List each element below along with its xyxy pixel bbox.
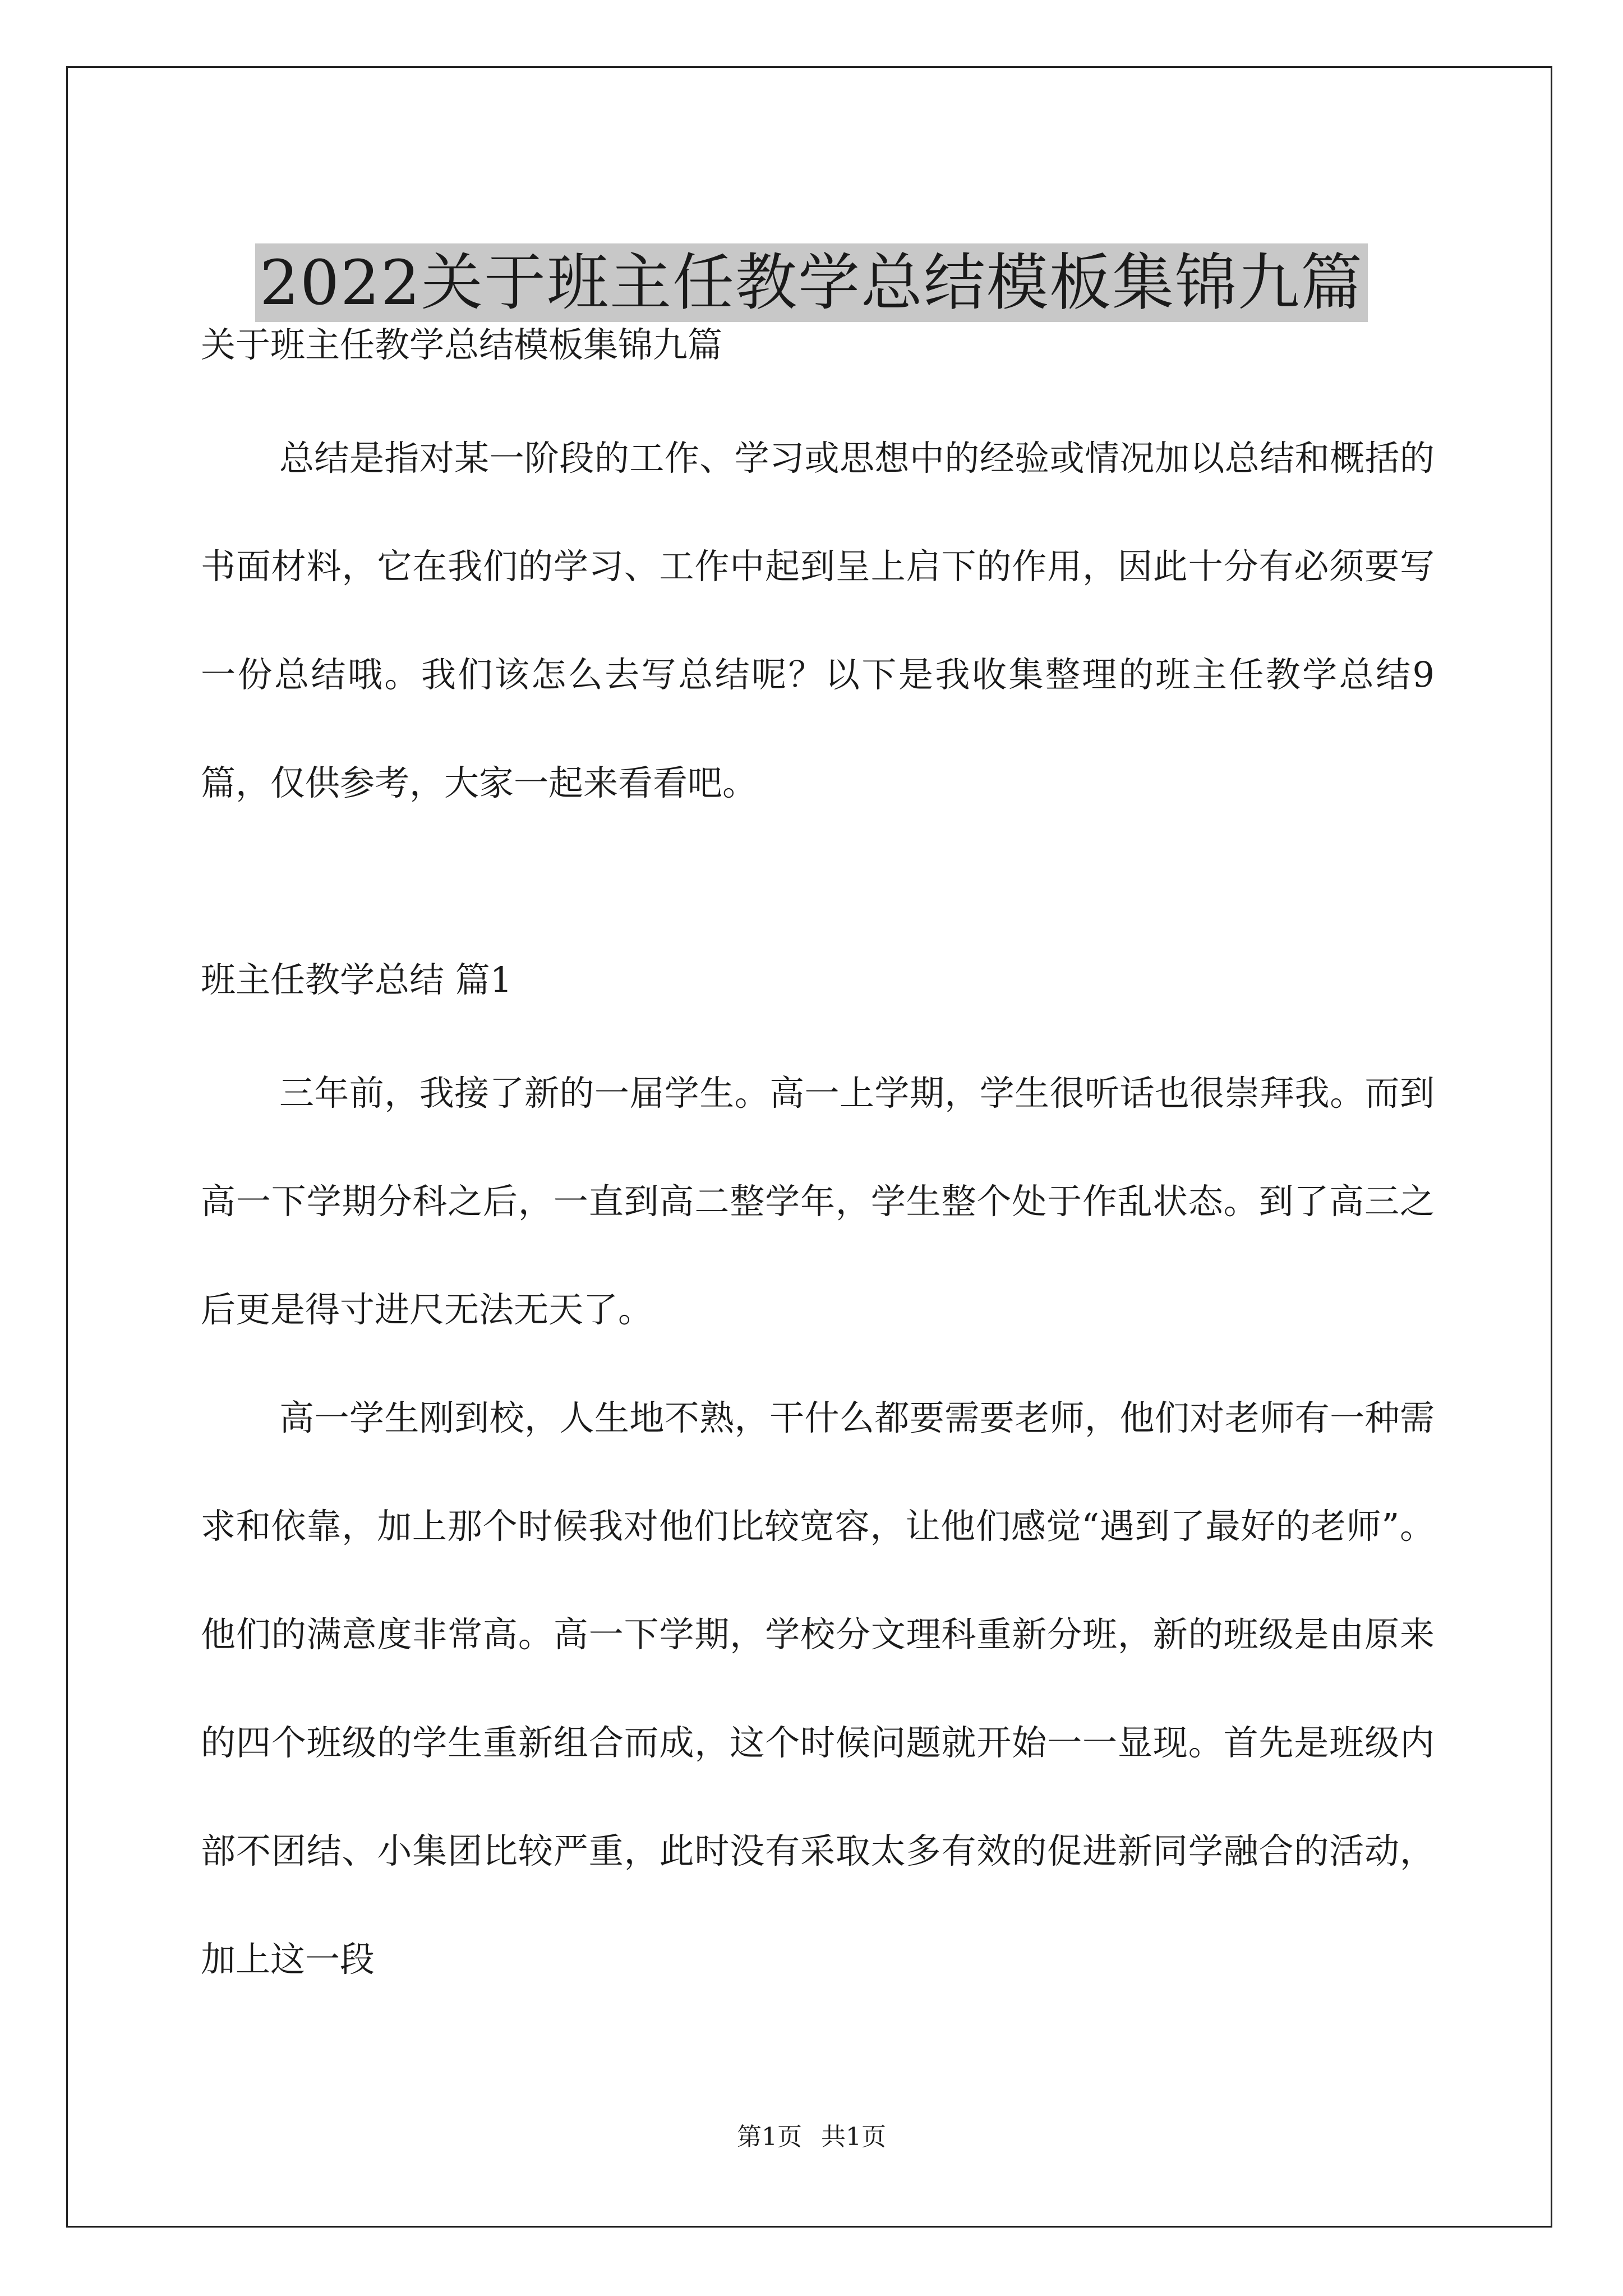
page-footer: 第1页 共1页 [737, 2123, 886, 2151]
document-subtitle: 关于班主任教学总结模板集锦九篇 [201, 324, 723, 365]
body-paragraph-2: 高一学生刚到校，人生地不熟，干什么都要需要老师，他们对老师有一种需求和依靠，加上那个时候我对他们比较宽容，让他们感觉“遇到了最好的老师”。他们的满意度非常高。高一下学期，学校分文理科重新分班，新的班级是由原来的四个班级的学生重新组合而成，这个时候问题就开始一一显现。首先是班级内部不团结、小集团比较严重，此时没有采取太多有效的促进新同学融合的活动，加上这一段 [201, 1397, 1435, 1980]
intro-paragraph: 总结是指对某一阶段的工作、学习或思想中的经验或情况加以总结和概括的书面材料，它在我们的学习、工作中起到呈上启下的作用，因此十分有必须要写一份总结哦。我们该怎么去写总结呢？以下是我收集整理的班主任教学总结9篇，仅供参考，大家一起来看看吧。 [201, 438, 1435, 803]
body-paragraph-1: 三年前，我接了新的一届学生。高一上学期，学生很听话也很崇拜我。而到高一下学期分科之后，一直到高二整学年，学生整个处于作乱状态。到了高三之后更是得寸进尺无法无天了。 [201, 1073, 1435, 1330]
section-heading: 班主任教学总结 篇1 [201, 959, 513, 1000]
document-title: 2022关于班主任教学总结模板集锦九篇 [255, 243, 1368, 322]
document-body [201, 303, 1435, 2013]
